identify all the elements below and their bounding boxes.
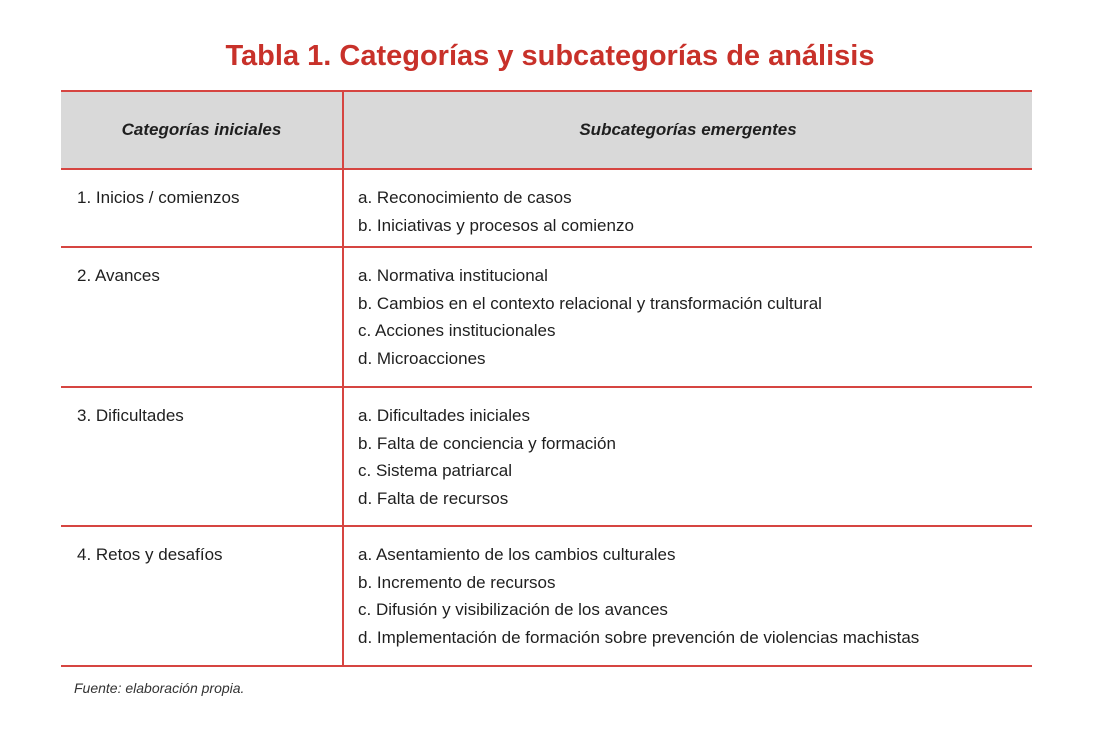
subcategory-item: b. Cambios en el contexto relacional y transformación cultural [358, 293, 822, 313]
subcategory-item: b. Iniciativas y procesos al comienzo [358, 215, 634, 235]
category-cell: 2. Avances [61, 248, 344, 386]
table-row [61, 170, 1032, 248]
subcategory-item: b. Incremento de recursos [358, 572, 556, 592]
table-row [61, 248, 1032, 388]
subcategory-item: c. Sistema patriarcal [358, 461, 512, 480]
column-header-categories: Categorías iniciales [61, 92, 344, 168]
subcategory-item: c. Difusión y visibilización de los avances [358, 600, 668, 619]
subcategory-item: a. Dificultades iniciales [358, 406, 530, 425]
column-header-subcategories: Subcategorías emergentes [579, 120, 797, 139]
subcategory-item: a. Asentamiento de los cambios culturales [358, 545, 676, 564]
categories-table [61, 90, 1032, 667]
subcategories-cell [344, 170, 1032, 246]
subcategory-item: d. Falta de recursos [358, 488, 509, 508]
table-header-row [61, 90, 1032, 170]
subcategory-item: d. Implementación de formación sobre prevención de violencias machistas [358, 627, 920, 647]
category-cell: 1. Inicios / comienzos [61, 170, 344, 246]
source-note: Fuente: elaboración propia. [74, 680, 245, 696]
subcategory-item: d. Microacciones [358, 348, 486, 368]
subcategories-cell [344, 248, 1032, 386]
category-cell: 4. Retos y desafíos [61, 527, 344, 665]
subcategory-item: b. Falta de conciencia y formación [358, 433, 616, 453]
subcategory-item: a. Normativa institucional [358, 266, 548, 285]
category-cell: 3. Dificultades [61, 388, 344, 525]
table-row [61, 388, 1032, 527]
subcategories-cell [344, 388, 1032, 525]
subcategory-item: c. Acciones institucionales [358, 321, 556, 340]
subcategories-cell [344, 527, 1032, 665]
table-title: Tabla 1. Categorías y subcategorías de análisis [225, 40, 875, 72]
table-row [61, 527, 1032, 667]
subcategory-item: a. Reconocimiento de casos [358, 188, 572, 207]
